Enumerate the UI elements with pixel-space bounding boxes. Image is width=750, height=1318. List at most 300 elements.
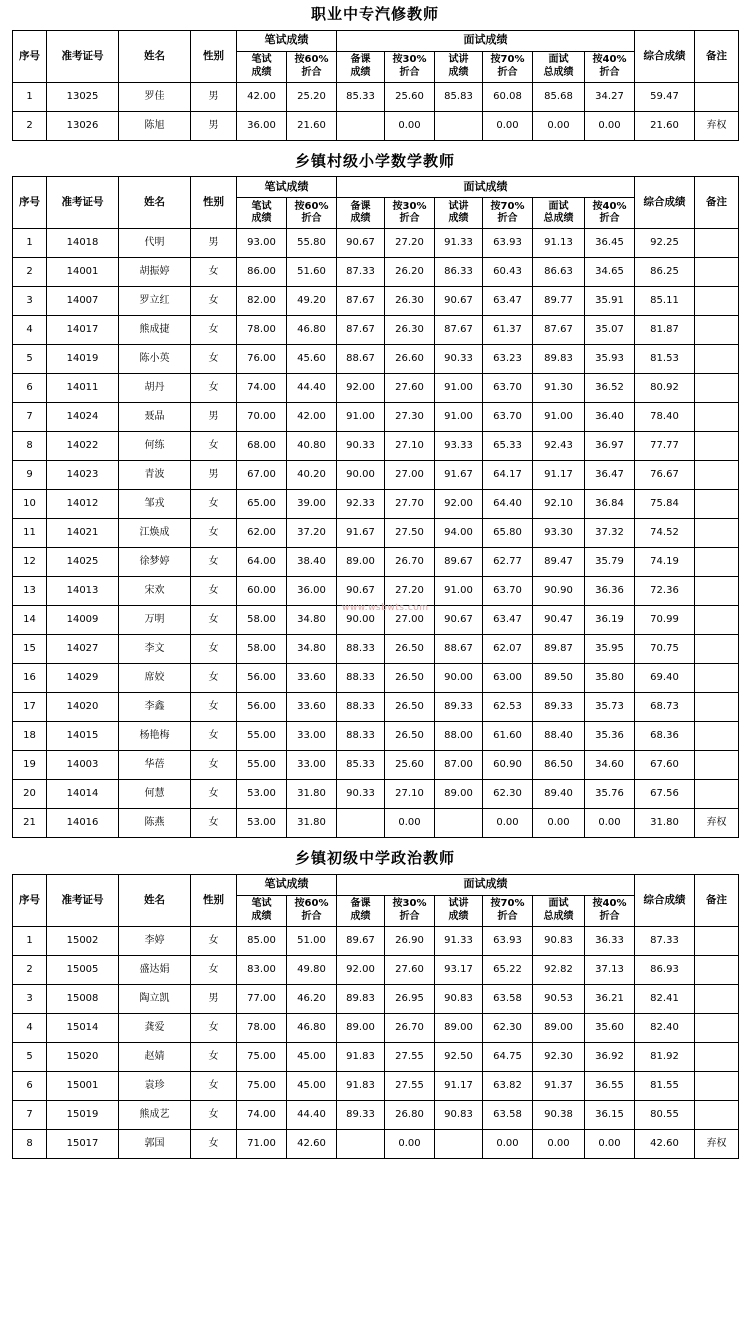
table-row — [13, 780, 739, 809]
cell-name: 华蓓 — [119, 751, 191, 780]
cell-lecture-score: 89.67 — [435, 548, 483, 577]
cell-index: 20 — [13, 780, 47, 809]
results-table — [12, 176, 739, 838]
cell-total: 81.87 — [635, 316, 695, 345]
cell-prep-score: 91.67 — [337, 519, 385, 548]
cell-total: 81.55 — [635, 1071, 695, 1100]
cell-written-60: 40.80 — [287, 432, 337, 461]
cell-lecture-score: 90.33 — [435, 345, 483, 374]
cell-exam-no: 14023 — [47, 461, 119, 490]
cell-gender: 女 — [191, 345, 237, 374]
cell-interview-total: 85.68 — [533, 82, 585, 111]
cell-prep-30: 26.50 — [385, 722, 435, 751]
cell-written-60: 39.00 — [287, 490, 337, 519]
cell-interview-40: 34.65 — [585, 258, 635, 287]
cell-prep-30: 26.50 — [385, 664, 435, 693]
cell-prep-score: 87.67 — [337, 287, 385, 316]
cell-lecture-70: 62.53 — [483, 693, 533, 722]
cell-remark — [695, 1100, 739, 1129]
cell-index: 3 — [13, 287, 47, 316]
cell-interview-40: 35.95 — [585, 635, 635, 664]
col-prep-score: 备课 成绩 — [337, 51, 385, 82]
cell-lecture-score: 90.67 — [435, 287, 483, 316]
cell-prep-30: 27.60 — [385, 374, 435, 403]
cell-gender: 女 — [191, 258, 237, 287]
cell-lecture-70: 65.33 — [483, 432, 533, 461]
cell-index: 5 — [13, 345, 47, 374]
cell-gender: 女 — [191, 1042, 237, 1071]
cell-remark — [695, 635, 739, 664]
col-exam-no: 准考证号 — [47, 30, 119, 82]
cell-written-score: 64.00 — [237, 548, 287, 577]
cell-name: 罗佳 — [119, 82, 191, 111]
cell-exam-no: 15008 — [47, 984, 119, 1013]
cell-exam-no: 14019 — [47, 345, 119, 374]
cell-written-60: 34.80 — [287, 606, 337, 635]
table-head — [13, 874, 739, 926]
cell-prep-score: 90.00 — [337, 461, 385, 490]
cell-name: 代明 — [119, 229, 191, 258]
cell-index: 2 — [13, 955, 47, 984]
cell-written-60: 46.20 — [287, 984, 337, 1013]
cell-interview-40: 36.15 — [585, 1100, 635, 1129]
cell-prep-score: 90.67 — [337, 229, 385, 258]
cell-prep-30: 26.30 — [385, 287, 435, 316]
cell-interview-40: 35.91 — [585, 287, 635, 316]
cell-name: 胡振婷 — [119, 258, 191, 287]
cell-exam-no: 14016 — [47, 809, 119, 838]
cell-lecture-70: 63.70 — [483, 374, 533, 403]
cell-exam-no: 14014 — [47, 780, 119, 809]
cell-written-score: 58.00 — [237, 635, 287, 664]
cell-lecture-score: 87.67 — [435, 316, 483, 345]
cell-name: 袁珍 — [119, 1071, 191, 1100]
cell-lecture-70: 64.75 — [483, 1042, 533, 1071]
cell-prep-30: 27.30 — [385, 403, 435, 432]
cell-written-60: 55.80 — [287, 229, 337, 258]
table-body — [13, 229, 739, 838]
cell-total: 75.84 — [635, 490, 695, 519]
cell-index: 6 — [13, 1071, 47, 1100]
cell-lecture-70: 60.90 — [483, 751, 533, 780]
cell-total: 42.60 — [635, 1129, 695, 1158]
col-interview-40: 按40% 折合 — [585, 895, 635, 926]
cell-total: 74.52 — [635, 519, 695, 548]
cell-prep-score — [337, 111, 385, 140]
cell-interview-total: 92.82 — [533, 955, 585, 984]
cell-gender: 男 — [191, 461, 237, 490]
cell-interview-40: 36.36 — [585, 577, 635, 606]
cell-prep-score: 85.33 — [337, 751, 385, 780]
table-row — [13, 461, 739, 490]
col-total: 综合成绩 — [635, 874, 695, 926]
cell-lecture-70: 63.23 — [483, 345, 533, 374]
cell-written-score: 85.00 — [237, 926, 287, 955]
cell-remark — [695, 287, 739, 316]
cell-lecture-70: 62.07 — [483, 635, 533, 664]
col-name: 姓名 — [119, 30, 191, 82]
cell-interview-total: 91.37 — [533, 1071, 585, 1100]
cell-lecture-70: 61.60 — [483, 722, 533, 751]
cell-exam-no: 15019 — [47, 1100, 119, 1129]
cell-lecture-score — [435, 809, 483, 838]
cell-prep-score: 88.33 — [337, 693, 385, 722]
col-lecture-score: 试讲 成绩 — [435, 51, 483, 82]
cell-exam-no: 14020 — [47, 693, 119, 722]
cell-prep-30: 26.50 — [385, 635, 435, 664]
table-row — [13, 1071, 739, 1100]
cell-prep-30: 26.50 — [385, 693, 435, 722]
cell-remark — [695, 490, 739, 519]
col-interview-group: 面试成绩 — [337, 177, 635, 198]
table-row — [13, 1129, 739, 1158]
cell-written-60: 44.40 — [287, 374, 337, 403]
cell-interview-total: 91.30 — [533, 374, 585, 403]
cell-prep-30: 27.70 — [385, 490, 435, 519]
cell-prep-30: 26.20 — [385, 258, 435, 287]
cell-gender: 男 — [191, 403, 237, 432]
cell-index: 2 — [13, 258, 47, 287]
cell-lecture-score: 91.00 — [435, 577, 483, 606]
cell-interview-40: 35.60 — [585, 1013, 635, 1042]
header-group-row — [13, 874, 739, 895]
cell-index: 1 — [13, 926, 47, 955]
cell-gender: 女 — [191, 635, 237, 664]
table-row — [13, 1100, 739, 1129]
cell-written-score: 67.00 — [237, 461, 287, 490]
cell-name: 罗立红 — [119, 287, 191, 316]
cell-interview-total: 90.90 — [533, 577, 585, 606]
cell-gender: 女 — [191, 664, 237, 693]
cell-written-60: 36.00 — [287, 577, 337, 606]
col-written-group: 笔试成绩 — [237, 30, 337, 51]
cell-interview-total: 87.67 — [533, 316, 585, 345]
cell-lecture-70: 63.47 — [483, 606, 533, 635]
cell-written-60: 44.40 — [287, 1100, 337, 1129]
cell-lecture-score — [435, 111, 483, 140]
cell-exam-no: 14018 — [47, 229, 119, 258]
cell-prep-score: 92.00 — [337, 374, 385, 403]
cell-index: 8 — [13, 1129, 47, 1158]
cell-prep-30: 27.00 — [385, 606, 435, 635]
cell-remark — [695, 461, 739, 490]
cell-name: 杨艳梅 — [119, 722, 191, 751]
col-remark: 备注 — [695, 874, 739, 926]
cell-interview-total: 92.10 — [533, 490, 585, 519]
cell-gender: 女 — [191, 751, 237, 780]
cell-written-score: 75.00 — [237, 1042, 287, 1071]
cell-prep-score — [337, 1129, 385, 1158]
cell-remark — [695, 664, 739, 693]
cell-prep-score: 88.33 — [337, 722, 385, 751]
cell-lecture-score: 89.33 — [435, 693, 483, 722]
cell-index: 15 — [13, 635, 47, 664]
cell-gender: 男 — [191, 82, 237, 111]
col-interview-total: 面试 总成绩 — [533, 198, 585, 229]
cell-name: 熊成捷 — [119, 316, 191, 345]
cell-lecture-score: 91.67 — [435, 461, 483, 490]
cell-remark — [695, 316, 739, 345]
table-row — [13, 984, 739, 1013]
cell-exam-no: 14025 — [47, 548, 119, 577]
cell-written-60: 45.00 — [287, 1071, 337, 1100]
cell-exam-no: 14022 — [47, 432, 119, 461]
results-table — [12, 874, 739, 1159]
cell-total: 70.75 — [635, 635, 695, 664]
cell-written-score: 83.00 — [237, 955, 287, 984]
cell-name: 陈燕 — [119, 809, 191, 838]
cell-interview-total: 88.40 — [533, 722, 585, 751]
cell-prep-score: 88.67 — [337, 345, 385, 374]
cell-prep-30: 26.80 — [385, 1100, 435, 1129]
cell-written-score: 55.00 — [237, 751, 287, 780]
cell-written-score: 74.00 — [237, 1100, 287, 1129]
col-exam-no: 准考证号 — [47, 177, 119, 229]
cell-prep-score: 90.67 — [337, 577, 385, 606]
cell-remark — [695, 751, 739, 780]
cell-name: 青波 — [119, 461, 191, 490]
table-row — [13, 490, 739, 519]
cell-prep-score: 88.33 — [337, 635, 385, 664]
cell-interview-total: 90.47 — [533, 606, 585, 635]
cell-gender: 女 — [191, 606, 237, 635]
cell-prep-30: 27.60 — [385, 955, 435, 984]
cell-written-score: 71.00 — [237, 1129, 287, 1158]
cell-written-60: 33.60 — [287, 664, 337, 693]
cell-name: 龚爱 — [119, 1013, 191, 1042]
cell-interview-40: 0.00 — [585, 111, 635, 140]
table-head — [13, 30, 739, 82]
cell-lecture-score: 91.33 — [435, 229, 483, 258]
cell-lecture-70: 0.00 — [483, 1129, 533, 1158]
cell-remark — [695, 577, 739, 606]
cell-gender: 女 — [191, 577, 237, 606]
cell-prep-score: 85.33 — [337, 82, 385, 111]
cell-interview-40: 36.47 — [585, 461, 635, 490]
cell-lecture-70: 61.37 — [483, 316, 533, 345]
cell-name: 赵婧 — [119, 1042, 191, 1071]
col-gender: 性别 — [191, 874, 237, 926]
cell-interview-40: 0.00 — [585, 809, 635, 838]
cell-interview-total: 0.00 — [533, 1129, 585, 1158]
cell-interview-total: 0.00 — [533, 111, 585, 140]
table-row — [13, 809, 739, 838]
cell-remark — [695, 926, 739, 955]
cell-name: 陈小英 — [119, 345, 191, 374]
cell-total: 74.19 — [635, 548, 695, 577]
col-written-score: 笔试 成绩 — [237, 895, 287, 926]
section-title: 乡镇村级小学数学教师 — [294, 151, 455, 170]
table-row — [13, 751, 739, 780]
cell-interview-40: 35.07 — [585, 316, 635, 345]
cell-exam-no: 14027 — [47, 635, 119, 664]
cell-prep-score: 89.00 — [337, 1013, 385, 1042]
cell-lecture-70: 63.47 — [483, 287, 533, 316]
cell-name: 李婷 — [119, 926, 191, 955]
cell-interview-40: 37.32 — [585, 519, 635, 548]
cell-total: 82.40 — [635, 1013, 695, 1042]
cell-lecture-score: 94.00 — [435, 519, 483, 548]
cell-lecture-70: 62.30 — [483, 780, 533, 809]
col-written-group: 笔试成绩 — [237, 874, 337, 895]
cell-total: 80.92 — [635, 374, 695, 403]
col-lecture-score: 试讲 成绩 — [435, 198, 483, 229]
cell-index: 19 — [13, 751, 47, 780]
cell-exam-no: 15014 — [47, 1013, 119, 1042]
col-prep-30: 按30% 折合 — [385, 198, 435, 229]
cell-interview-total: 92.43 — [533, 432, 585, 461]
cell-prep-score: 90.00 — [337, 606, 385, 635]
col-index: 序号 — [13, 874, 47, 926]
table-row — [13, 432, 739, 461]
cell-lecture-score: 90.83 — [435, 984, 483, 1013]
cell-exam-no: 15005 — [47, 955, 119, 984]
table-row — [13, 287, 739, 316]
col-remark: 备注 — [695, 30, 739, 82]
cell-interview-total: 93.30 — [533, 519, 585, 548]
cell-interview-total: 89.87 — [533, 635, 585, 664]
result-section — [12, 844, 738, 1159]
cell-name: 盛达娟 — [119, 955, 191, 984]
cell-interview-40: 36.52 — [585, 374, 635, 403]
cell-index: 7 — [13, 1100, 47, 1129]
cell-name: 何练 — [119, 432, 191, 461]
cell-total: 70.99 — [635, 606, 695, 635]
cell-index: 21 — [13, 809, 47, 838]
col-interview-total: 面试 总成绩 — [533, 51, 585, 82]
cell-gender: 男 — [191, 984, 237, 1013]
cell-lecture-70: 63.93 — [483, 926, 533, 955]
cell-prep-score: 91.83 — [337, 1071, 385, 1100]
cell-interview-40: 36.97 — [585, 432, 635, 461]
cell-written-score: 86.00 — [237, 258, 287, 287]
cell-gender: 女 — [191, 490, 237, 519]
col-written-60: 按60% 折合 — [287, 198, 337, 229]
table-row — [13, 955, 739, 984]
cell-exam-no: 14017 — [47, 316, 119, 345]
cell-gender: 男 — [191, 229, 237, 258]
cell-remark — [695, 374, 739, 403]
col-written-score: 笔试 成绩 — [237, 51, 287, 82]
cell-gender: 女 — [191, 287, 237, 316]
col-lecture-70: 按70% 折合 — [483, 198, 533, 229]
cell-prep-30: 27.50 — [385, 519, 435, 548]
col-total: 综合成绩 — [635, 177, 695, 229]
cell-gender: 女 — [191, 1071, 237, 1100]
cell-lecture-score: 88.00 — [435, 722, 483, 751]
table-row — [13, 374, 739, 403]
table-row — [13, 1013, 739, 1042]
cell-exam-no: 14003 — [47, 751, 119, 780]
cell-lecture-70: 63.82 — [483, 1071, 533, 1100]
cell-written-score: 58.00 — [237, 606, 287, 635]
cell-prep-30: 0.00 — [385, 111, 435, 140]
cell-prep-30: 27.20 — [385, 229, 435, 258]
cell-interview-total: 89.33 — [533, 693, 585, 722]
cell-written-60: 46.80 — [287, 316, 337, 345]
cell-gender: 女 — [191, 548, 237, 577]
cell-interview-40: 36.21 — [585, 984, 635, 1013]
cell-interview-total: 90.38 — [533, 1100, 585, 1129]
cell-interview-40: 36.55 — [585, 1071, 635, 1100]
cell-index: 1 — [13, 82, 47, 111]
cell-name: 李文 — [119, 635, 191, 664]
cell-gender: 女 — [191, 693, 237, 722]
cell-index: 11 — [13, 519, 47, 548]
cell-prep-score: 89.00 — [337, 548, 385, 577]
header-group-row — [13, 30, 739, 51]
cell-written-60: 46.80 — [287, 1013, 337, 1042]
cell-interview-40: 36.40 — [585, 403, 635, 432]
cell-written-score: 77.00 — [237, 984, 287, 1013]
cell-total: 21.60 — [635, 111, 695, 140]
col-gender: 性别 — [191, 30, 237, 82]
cell-written-score: 82.00 — [237, 287, 287, 316]
cell-written-60: 45.60 — [287, 345, 337, 374]
cell-lecture-70: 65.80 — [483, 519, 533, 548]
cell-name: 徐梦婷 — [119, 548, 191, 577]
cell-interview-40: 37.13 — [585, 955, 635, 984]
cell-written-score: 56.00 — [237, 693, 287, 722]
cell-total: 86.93 — [635, 955, 695, 984]
cell-written-60: 42.00 — [287, 403, 337, 432]
cell-lecture-score: 90.00 — [435, 664, 483, 693]
cell-total: 31.80 — [635, 809, 695, 838]
col-total: 综合成绩 — [635, 30, 695, 82]
cell-remark: 弃权 — [695, 809, 739, 838]
cell-exam-no: 14013 — [47, 577, 119, 606]
cell-name: 陈旭 — [119, 111, 191, 140]
cell-total: 68.73 — [635, 693, 695, 722]
cell-total: 85.11 — [635, 287, 695, 316]
col-lecture-score: 试讲 成绩 — [435, 895, 483, 926]
cell-written-60: 45.00 — [287, 1042, 337, 1071]
cell-interview-40: 35.80 — [585, 664, 635, 693]
cell-index: 4 — [13, 1013, 47, 1042]
header-group-row — [13, 177, 739, 198]
cell-prep-score: 92.33 — [337, 490, 385, 519]
cell-remark — [695, 229, 739, 258]
cell-interview-40: 36.33 — [585, 926, 635, 955]
cell-lecture-70: 62.77 — [483, 548, 533, 577]
col-prep-score: 备课 成绩 — [337, 895, 385, 926]
cell-gender: 女 — [191, 1100, 237, 1129]
cell-lecture-score: 88.67 — [435, 635, 483, 664]
cell-index: 14 — [13, 606, 47, 635]
table-row — [13, 82, 739, 111]
cell-exam-no: 14029 — [47, 664, 119, 693]
cell-prep-score: 90.33 — [337, 432, 385, 461]
table-row — [13, 519, 739, 548]
col-interview-group: 面试成绩 — [337, 30, 635, 51]
cell-prep-score — [337, 809, 385, 838]
section-title: 职业中专汽修教师 — [310, 5, 439, 23]
cell-interview-40: 35.36 — [585, 722, 635, 751]
col-written-score: 笔试 成绩 — [237, 198, 287, 229]
table-row — [13, 606, 739, 635]
cell-written-score: 60.00 — [237, 577, 287, 606]
cell-interview-total: 91.13 — [533, 229, 585, 258]
cell-index: 2 — [13, 111, 47, 140]
table-row — [13, 345, 739, 374]
cell-index: 5 — [13, 1042, 47, 1071]
cell-prep-score: 89.83 — [337, 984, 385, 1013]
cell-exam-no: 14001 — [47, 258, 119, 287]
cell-prep-30: 0.00 — [385, 809, 435, 838]
cell-remark — [695, 258, 739, 287]
cell-prep-30: 26.70 — [385, 548, 435, 577]
cell-lecture-score: 89.00 — [435, 780, 483, 809]
